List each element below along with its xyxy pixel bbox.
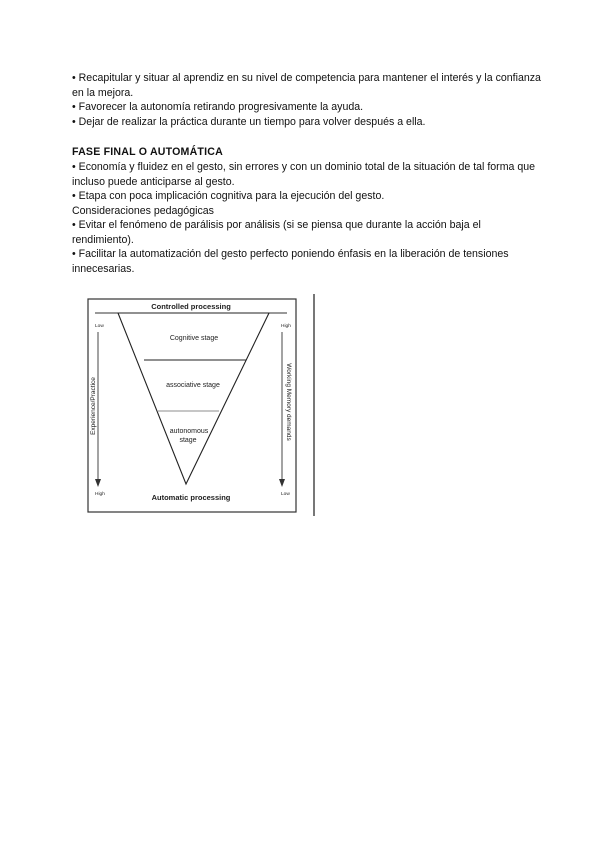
left-bottom-label: High: [95, 492, 105, 497]
consideration-bullet-2: • Facilitar la automatización del gesto perfecto poniendo énfasis en la liberación de tensiones innecesarias.: [72, 248, 509, 275]
autonomous-stage-label-line2: stage: [179, 437, 197, 444]
final-bullet-1: • Economía y fluidez en el gesto, sin errores y con un dominio total de la situación de tal forma que incluso puede anticiparse al gesto.: [72, 161, 536, 188]
controlled-processing-label: Controlled processing: [151, 302, 231, 311]
processing-stages-diagram: [82, 294, 315, 516]
intro-bullet-3: • Dejar de realizar la práctica durante un tiempo para volver después a ella.: [72, 116, 426, 128]
cognitive-stage-label: Cognitive stage: [169, 335, 219, 342]
automatic-processing-label: Automatic processing: [151, 493, 231, 502]
section-heading: FASE FINAL O AUTOMÁTICA: [72, 146, 223, 158]
right-top-label: High: [281, 324, 291, 329]
experience-practice-label: Experience/Practice: [90, 377, 97, 435]
right-bottom-label: Low: [281, 492, 290, 497]
considerations-heading: Consideraciones pedagógicas: [72, 205, 214, 217]
final-bullet-2: • Etapa con poca implicación cognitiva para la ejecución del gesto.: [72, 190, 385, 202]
intro-bullet-1: • Recapitular y situar al aprendiz en su nivel de competencia para mantener el interés y la confianza en la mejora.: [72, 72, 541, 99]
intro-bullet-2: • Favorecer la autonomía retirando progresivamente la ayuda.: [72, 101, 364, 113]
left-top-label: Low: [95, 324, 104, 329]
autonomous-stage-label-line1: autonomous: [169, 428, 209, 435]
working-memory-label: Working Memory demands: [285, 363, 292, 441]
consideration-bullet-1: • Evitar el fenómeno de parálisis por análisis (si se piensa que durante la acción baja el rendimiento).: [72, 219, 481, 246]
associative-stage-label: associative stage: [166, 382, 220, 389]
